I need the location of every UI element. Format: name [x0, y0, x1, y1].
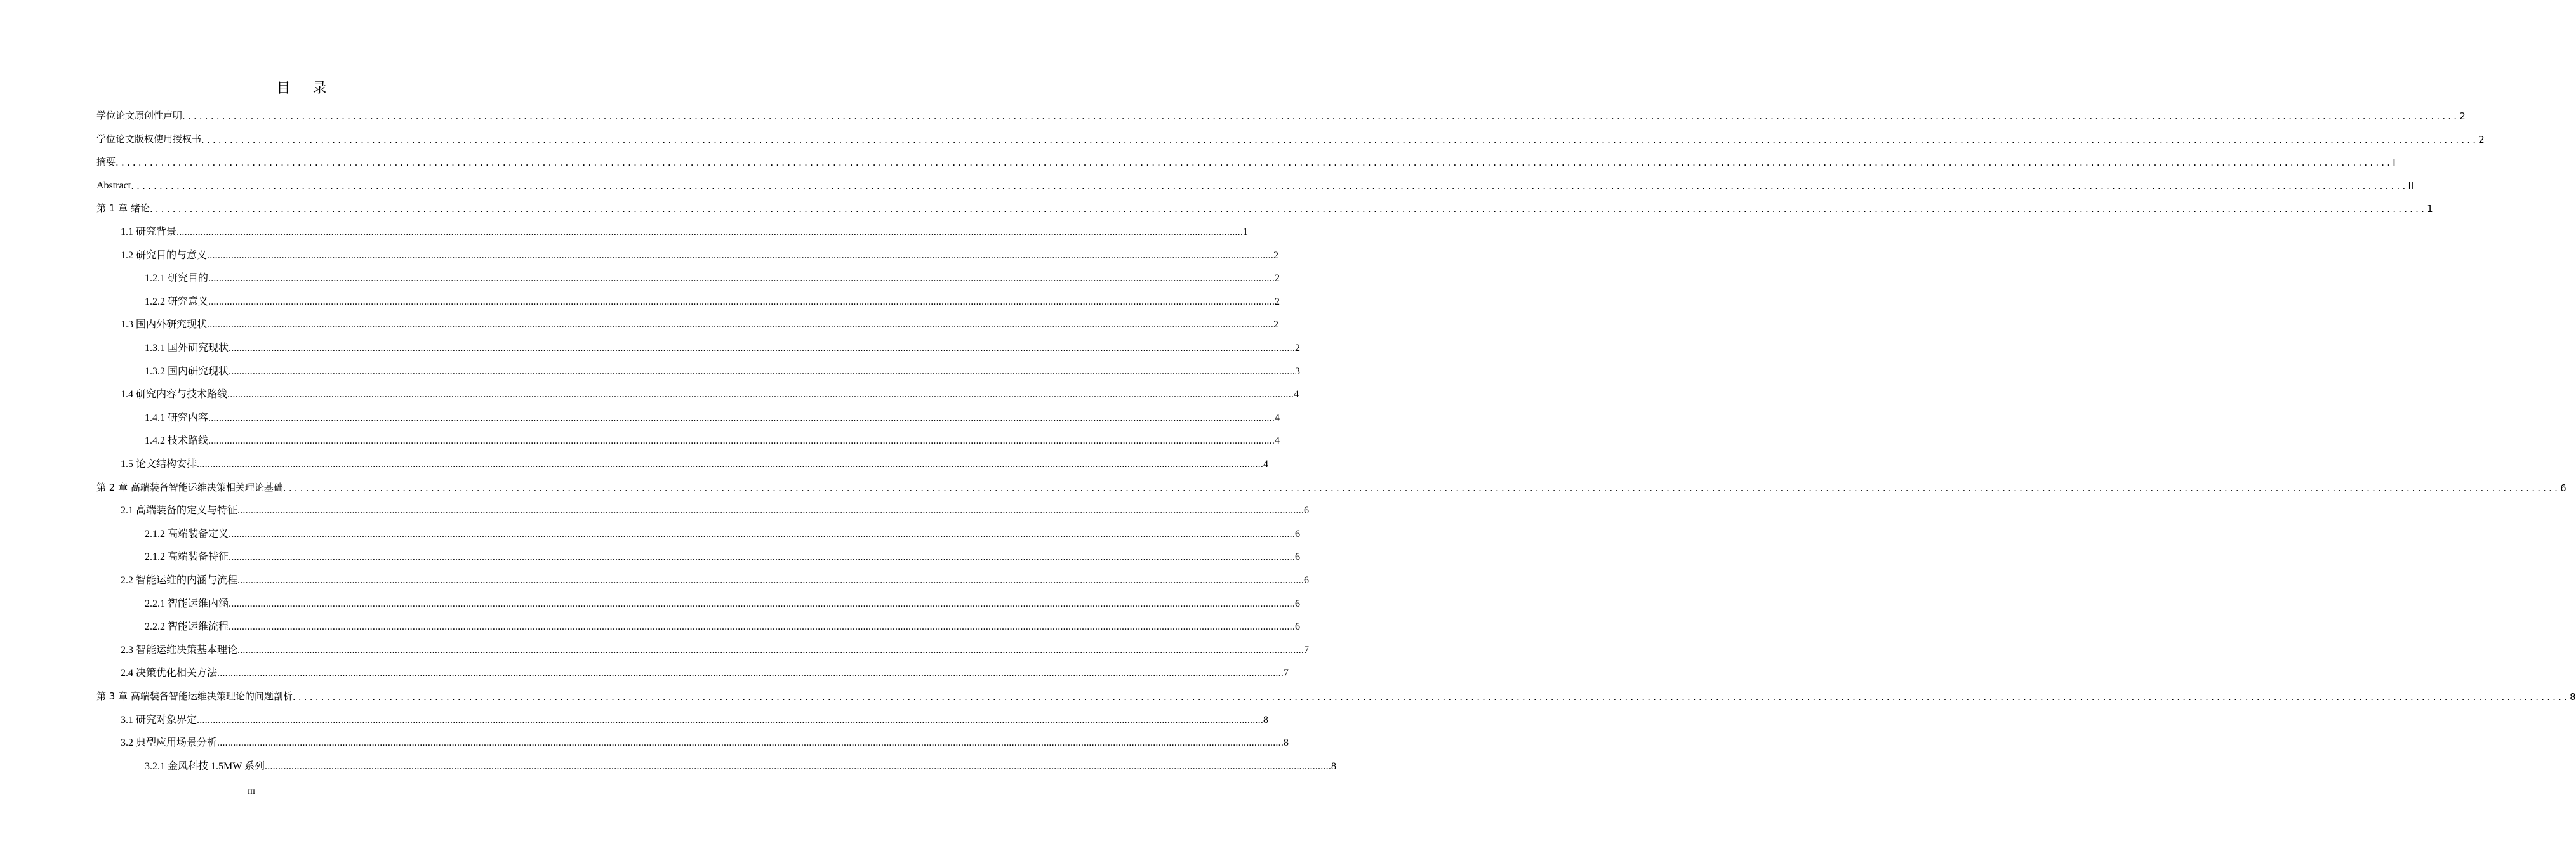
- toc-entry-label: 学位论文版权使用授权书: [96, 133, 202, 145]
- toc-entry-page-number: 6: [1304, 505, 1310, 517]
- toc-entry-page-number: 8: [2570, 691, 2576, 703]
- toc-entry-label: 第 3 章 高端装备智能运维决策理论的问题剖析: [96, 691, 293, 702]
- toc-entry[interactable]: [145, 757, 1337, 772]
- toc-dot-leader: ................................................................................................................................................................................................................................................................................................................................................................................................................: [207, 319, 1274, 331]
- toc-entry-page-number: 6: [1295, 528, 1301, 539]
- toc-entry-label: 1.5 论文结构安排: [121, 459, 197, 470]
- toc-entry[interactable]: [121, 315, 1279, 331]
- toc-entry-label: 摘要: [96, 156, 116, 168]
- toc-entry-label: 1.3.2 国内研究现状: [145, 366, 229, 377]
- toc-entry-label: 3.1 研究对象界定: [121, 714, 197, 725]
- toc-entry-page-number: 8: [1263, 714, 1269, 725]
- toc-dot-leader: ................................................................................................................................................................................................................................................................................................................................................................................................................: [149, 203, 2427, 215]
- toc-entry[interactable]: [96, 107, 2466, 122]
- toc-entry-label: 1.4.1 研究内容: [145, 412, 209, 423]
- toc-entry[interactable]: [96, 153, 2396, 169]
- toc-dot-leader: ................................................................................................................................................................................................................................................................................................................................................................................................................: [197, 714, 1264, 725]
- toc-entry-label: 2.2.1 智能运维内涵: [145, 598, 229, 609]
- toc-dot-leader: ................................................................................................................................................................................................................................................................................................................................................................................................................: [229, 621, 1296, 633]
- toc-entry-page-number: 2: [1275, 296, 1280, 307]
- toc-entry-page-number: 1: [2427, 203, 2433, 215]
- toc-entry[interactable]: [121, 571, 1310, 586]
- toc-entry[interactable]: [96, 199, 2433, 215]
- toc-dot-leader: ................................................................................................................................................................................................................................................................................................................................................................................................................: [282, 482, 2561, 494]
- toc-entry-label: 1.4 研究内容与技术路线: [121, 389, 228, 400]
- toc-entry-page-number: 4: [1294, 389, 1299, 400]
- toc-entry[interactable]: [121, 664, 1289, 679]
- toc-entry[interactable]: [145, 362, 1301, 378]
- toc-entry-label: 1.3.1 国外研究现状: [145, 343, 229, 354]
- toc-entry[interactable]: [121, 223, 1249, 238]
- page-footer-number: III: [248, 787, 255, 796]
- toc-entry-page-number: 6: [2560, 482, 2566, 494]
- toc-dot-leader: ................................................................................................................................................................................................................................................................................................................................................................................................................: [131, 180, 2408, 192]
- toc-entry-page-number: 2: [1275, 273, 1280, 284]
- toc-dot-leader: ................................................................................................................................................................................................................................................................................................................................................................................................................: [217, 737, 1284, 749]
- toc-entry-label: 1.2.1 研究目的: [145, 273, 209, 284]
- toc-entry-label: 第 1 章 绪论: [96, 202, 150, 215]
- toc-entry-page-number: 6: [1295, 621, 1301, 633]
- toc-entry[interactable]: [96, 479, 2566, 494]
- toc-dot-leader: ................................................................................................................................................................................................................................................................................................................................................................................................................: [229, 552, 1296, 563]
- toc-dot-leader: ................................................................................................................................................................................................................................................................................................................................................................................................................: [229, 343, 1296, 354]
- toc-entry-label: 2.1 高端装备的定义与特征: [121, 505, 238, 517]
- toc-dot-leader: ................................................................................................................................................................................................................................................................................................................................................................................................................: [229, 366, 1296, 377]
- toc-entry[interactable]: [121, 641, 1310, 656]
- toc-dot-leader: ................................................................................................................................................................................................................................................................................................................................................................................................................: [207, 249, 1274, 261]
- toc-entry-page-number: I: [2393, 157, 2396, 169]
- toc-entry-page-number: 6: [1295, 598, 1301, 609]
- toc-entry-page-number: 1: [1243, 227, 1249, 237]
- toc-entry-page-number: 2: [2478, 133, 2485, 145]
- toc-entry[interactable]: [96, 687, 2576, 703]
- toc-entry-page-number: 4: [1275, 435, 1280, 447]
- toc-dot-leader: ................................................................................................................................................................................................................................................................................................................................................................................................................: [201, 133, 2479, 145]
- toc-dot-leader: ................................................................................................................................................................................................................................................................................................................................................................................................................: [229, 528, 1296, 539]
- toc-dot-leader: ................................................................................................................................................................................................................................................................................................................................................................................................................: [208, 435, 1275, 447]
- toc-entry[interactable]: [121, 501, 1310, 517]
- toc-entry-page-number: 3: [1295, 366, 1301, 377]
- toc-entry-page-number: 6: [1295, 552, 1301, 563]
- toc-dot-leader: ................................................................................................................................................................................................................................................................................................................................................................................................................: [182, 110, 2460, 122]
- toc-entry[interactable]: [145, 409, 1280, 424]
- toc-entry-page-number: 6: [1304, 575, 1310, 586]
- toc-dot-leader: ................................................................................................................................................................................................................................................................................................................................................................................................................: [208, 296, 1275, 307]
- toc-entry[interactable]: [145, 618, 1301, 633]
- toc-dot-leader: ................................................................................................................................................................................................................................................................................................................................................................................................................: [217, 668, 1284, 679]
- toc-entry-label: 2.4 决策优化相关方法: [121, 668, 218, 679]
- toc-entry-label: Abstract: [96, 180, 131, 191]
- toc-entry[interactable]: [121, 455, 1269, 470]
- toc-entry[interactable]: [121, 246, 1279, 261]
- toc-entry[interactable]: [121, 385, 1299, 400]
- toc-entry-label: 学位论文原创性声明: [96, 110, 183, 121]
- toc-entry-page-number: 2: [1273, 249, 1279, 261]
- toc-dot-leader: ................................................................................................................................................................................................................................................................................................................................................................................................................: [208, 273, 1275, 284]
- toc-entry[interactable]: [96, 130, 2485, 145]
- toc-dot-leader: ................................................................................................................................................................................................................................................................................................................................................................................................................: [237, 644, 1305, 656]
- toc-dot-leader: ................................................................................................................................................................................................................................................................................................................................................................................................................: [227, 389, 1294, 400]
- toc-entry[interactable]: [121, 734, 1289, 749]
- toc-dot-leader: ................................................................................................................................................................................................................................................................................................................................................................................................................: [292, 691, 2570, 703]
- toc-entry-label: 2.1.2 高端装备定义: [145, 528, 229, 539]
- toc-entry-page-number: II: [2408, 180, 2414, 192]
- toc-dot-leader: ................................................................................................................................................................................................................................................................................................................................................................................................................: [229, 598, 1296, 609]
- toc-dot-leader: ................................................................................................................................................................................................................................................................................................................................................................................................................: [208, 412, 1275, 423]
- toc-entry-page-number: 7: [1304, 644, 1310, 656]
- toc-entry[interactable]: [145, 432, 1280, 447]
- toc-dot-leader: ................................................................................................................................................................................................................................................................................................................................................................................................................: [237, 575, 1305, 586]
- toc-dot-leader: ................................................................................................................................................................................................................................................................................................................................................................................................................: [265, 760, 1332, 772]
- toc-entry-page-number: 2: [1273, 319, 1279, 331]
- toc-entry-page-number: 8: [1284, 737, 1289, 749]
- toc-entry[interactable]: [145, 548, 1301, 563]
- toc-entry-label: 1.2.2 研究意义: [145, 296, 209, 307]
- toc-entry-label: 1.1 研究背景: [121, 227, 177, 237]
- toc-entry-page-number: 2: [1295, 343, 1301, 354]
- toc-entry-label: 第 2 章 高端装备智能运维决策相关理论基础: [96, 481, 283, 493]
- toc-entry[interactable]: [145, 339, 1301, 354]
- toc-entry-label: 3.2 典型应用场景分析: [121, 737, 218, 749]
- toc-entry-label: 2.3 智能运维决策基本理论: [121, 644, 238, 656]
- toc-entry[interactable]: [121, 711, 1269, 726]
- toc-dot-leader: ................................................................................................................................................................................................................................................................................................................................................................................................................: [197, 459, 1264, 470]
- toc-entry-page-number: 2: [2459, 110, 2466, 122]
- toc-dot-leader: ................................................................................................................................................................................................................................................................................................................................................................................................................: [116, 157, 2393, 169]
- toc-entry-label: 1.3 国内外研究现状: [121, 319, 208, 331]
- toc-entry-page-number: 4: [1275, 412, 1280, 423]
- page-title: 目 录: [276, 81, 336, 96]
- toc-entry[interactable]: [145, 269, 1280, 284]
- toc-entry-label: 2.2.2 智能运维流程: [145, 621, 229, 633]
- toc-entry-page-number: 4: [1263, 459, 1269, 470]
- toc-entry-page-number: 8: [1331, 760, 1337, 772]
- toc-entry[interactable]: [145, 595, 1301, 610]
- toc-dot-leader: ................................................................................................................................................................................................................................................................................................................................................................................................................: [176, 227, 1244, 237]
- toc-entry-label: 3.2.1 金风科技 1.5MW 系列: [145, 760, 265, 772]
- toc-entry-label: 2.2 智能运维的内涵与流程: [121, 575, 238, 586]
- toc-entry-page-number: 7: [1284, 668, 1289, 679]
- toc-entry-label: 1.4.2 技术路线: [145, 435, 209, 447]
- toc-entry[interactable]: [145, 525, 1301, 540]
- toc-entry-label: 1.2 研究目的与意义: [121, 249, 208, 261]
- toc-dot-leader: ................................................................................................................................................................................................................................................................................................................................................................................................................: [237, 505, 1305, 517]
- toc-entry[interactable]: [145, 293, 1280, 308]
- toc-entry[interactable]: [96, 176, 2414, 192]
- toc-entry-label: 2.1.2 高端装备特征: [145, 552, 229, 563]
